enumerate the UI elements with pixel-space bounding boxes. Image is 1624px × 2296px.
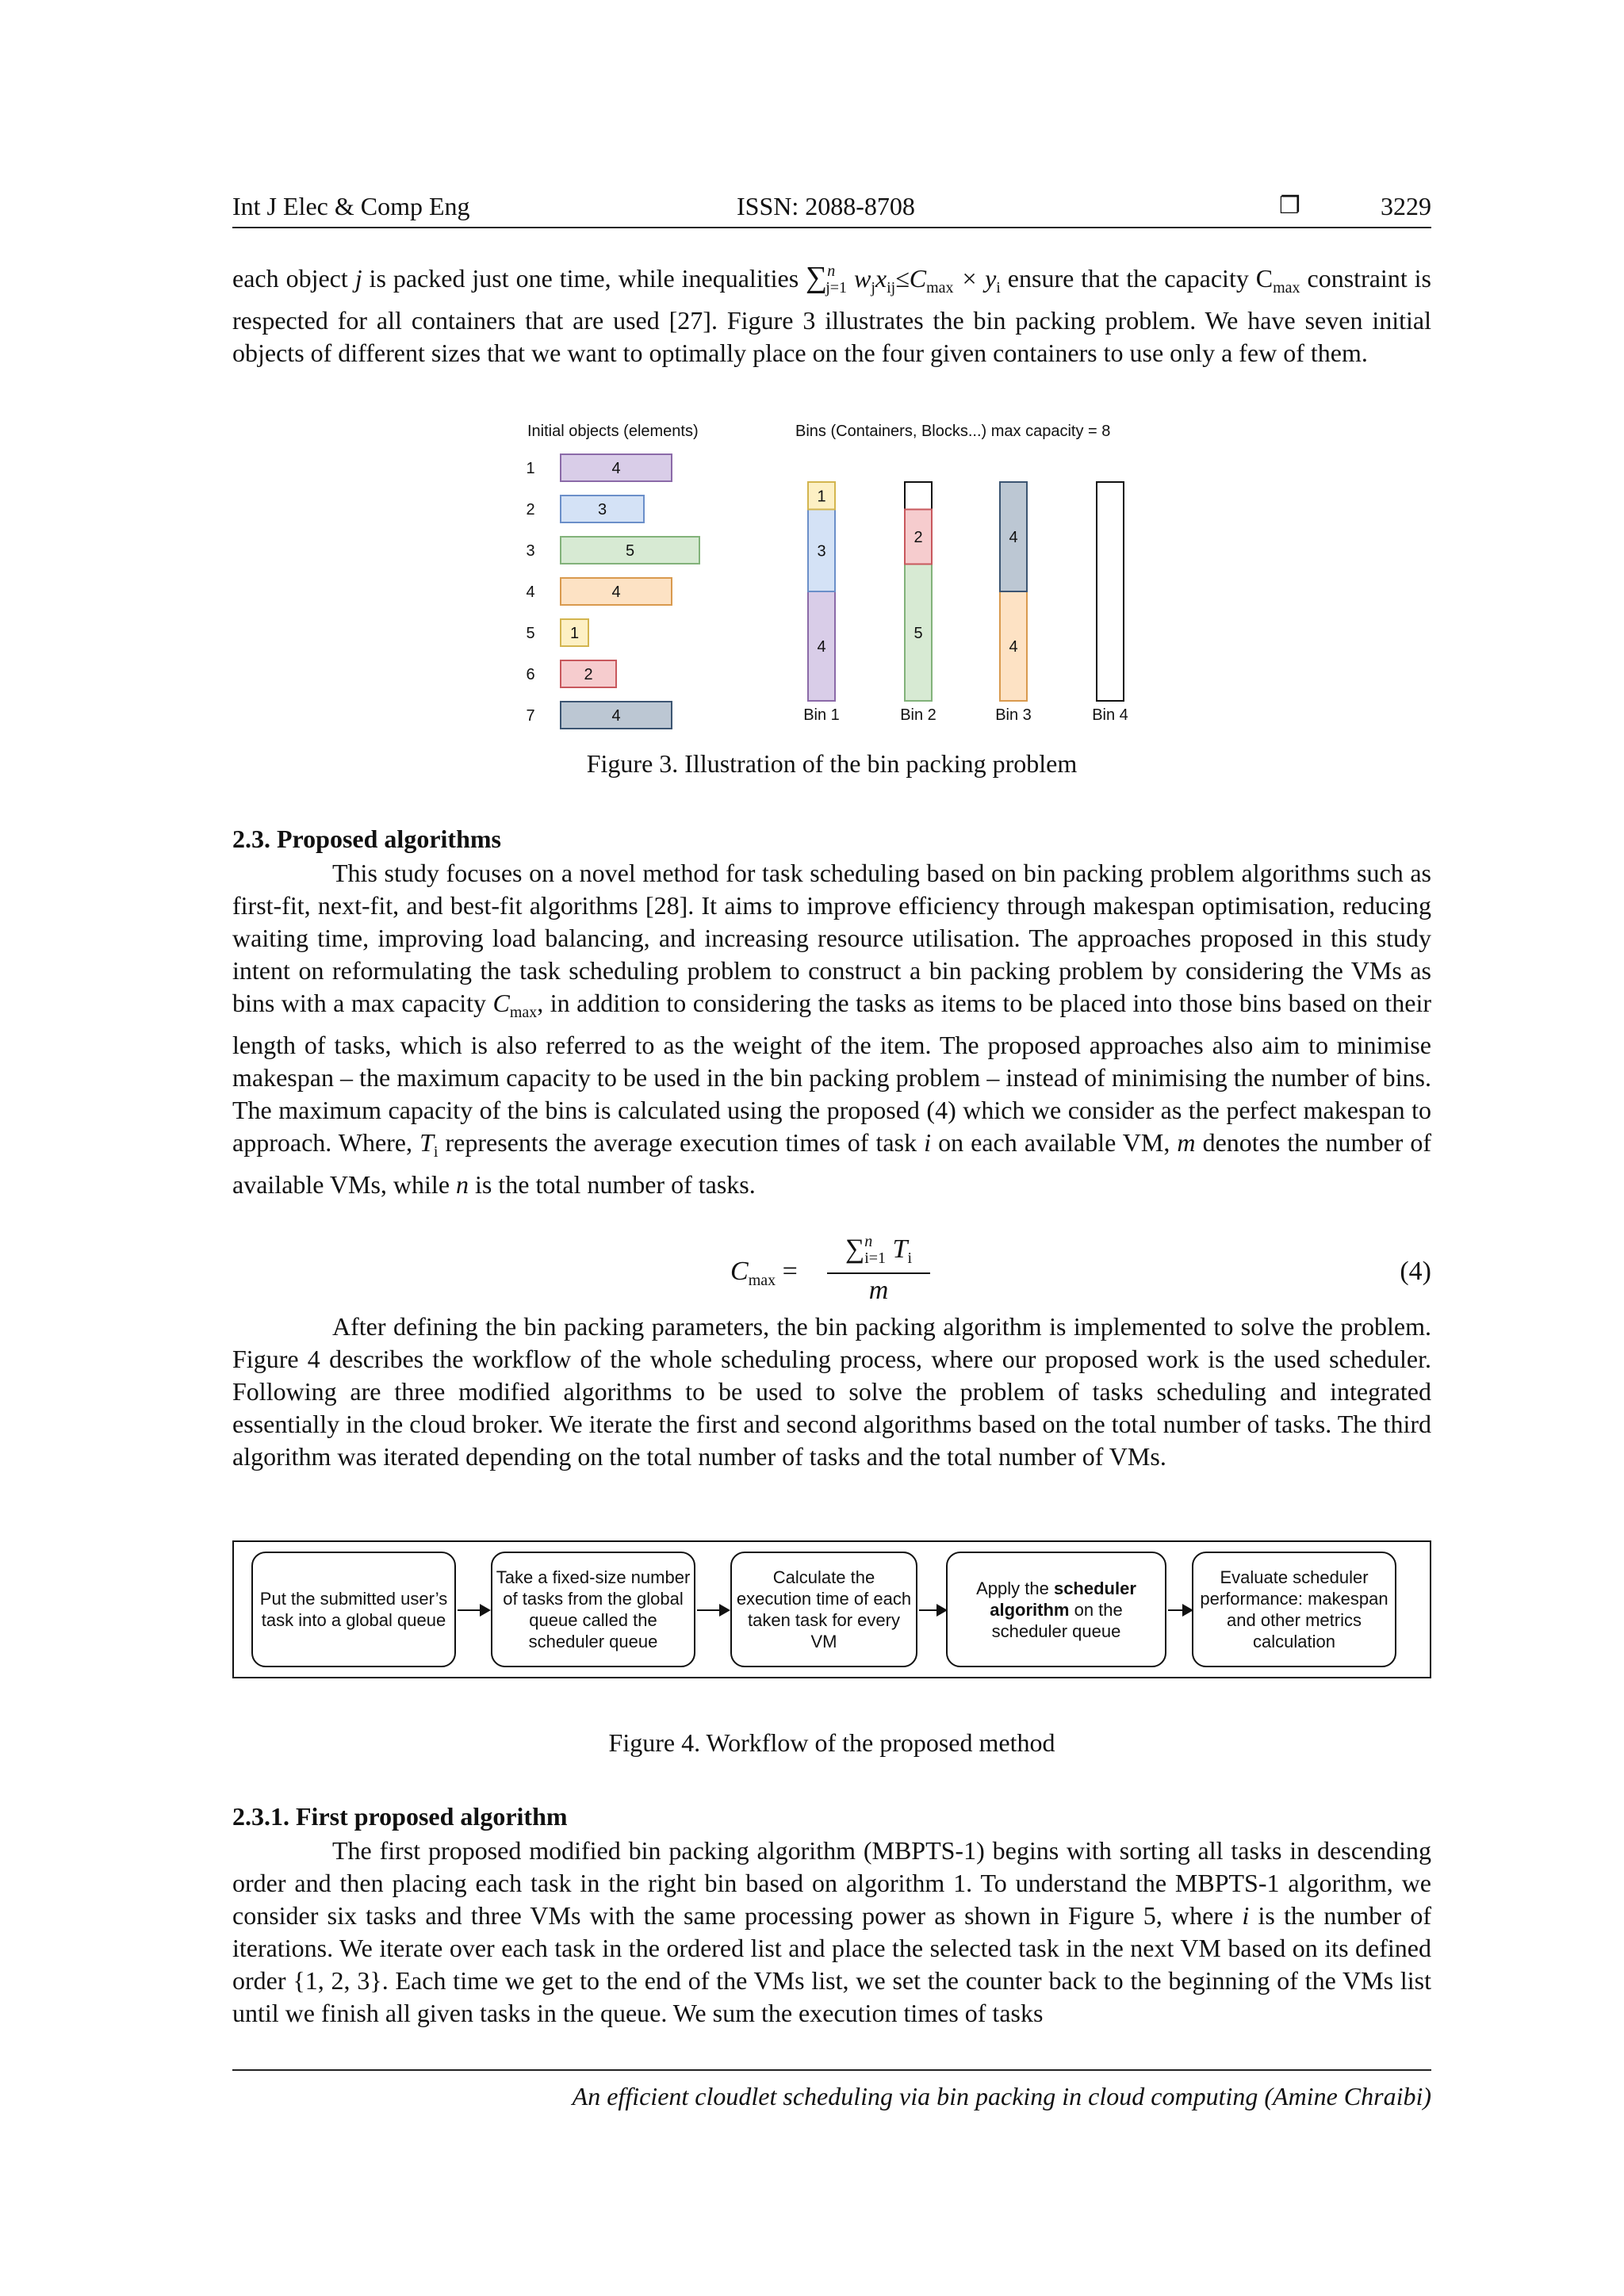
equation-fraction [827, 1233, 930, 1306]
running-footer: An efficient cloudlet scheduling via bin packing in cloud computing (Amine Chraibi) [232, 2069, 1431, 2111]
equation-denominator: m [868, 1276, 889, 1305]
bin-1-item-1-label: 4 [817, 638, 826, 656]
equation-lhs: $C_{max}$ = [730, 1257, 798, 1289]
bin-3-item-2-label: 4 [1009, 529, 1018, 546]
bin-2-item-1-label: 5 [914, 624, 923, 642]
equation-numerator: ∑$^n_{i=1}$ $T_i$ [845, 1233, 913, 1267]
paragraph-constraints: each object j is packed just one time, while inequalities ∑$^n_{j=1}$ $w_jx_{ij}\le C_{max} \times y_i$ ensure that the capacity $C_{max}$ constraint is respected for all containers that are used [27]. Figure 3 illustrates the bin packing problem. We have seven initial objects of different sizes that we want to optimally place on the four given containers to use only a few of them. [232, 261, 1431, 367]
bin-1-label: Bin 1 [803, 706, 840, 724]
workflow-step-3: Calculate the execution time of each taken task for every VM [730, 1552, 917, 1667]
object-index-4: 4 [526, 584, 535, 601]
bin-2-item-2-label: 2 [914, 529, 923, 546]
figure-4-workflow [232, 1540, 1431, 1678]
arrow-4 [1168, 1609, 1192, 1611]
bin-3-item-1-label: 4 [1009, 638, 1018, 656]
page-number: 3229 [1381, 192, 1431, 220]
issn: ISSN: 2088-8708 [737, 192, 915, 220]
objects-title: Initial objects (elements) [527, 423, 699, 440]
object-3-label: 5 [625, 542, 635, 560]
bin-4-label: Bin 4 [1092, 706, 1128, 724]
bins-title: Bins (Containers, Blocks...) max capacity = 8 [795, 423, 1111, 440]
bin-1-item-2-label: 3 [817, 542, 826, 561]
object-6-label: 2 [584, 666, 593, 683]
object-1-label: 4 [611, 460, 621, 477]
section-heading-2-3: 2.3. Proposed algorithms [232, 825, 501, 853]
workflow-step-4: Apply the scheduler algorithm on the scheduler queue [946, 1552, 1166, 1667]
figure-3-caption: Figure 3. Illustration of the bin packing problem [586, 749, 1078, 778]
equation-number: (4) [1400, 1257, 1431, 1286]
figure-4-caption: Figure 4. Workflow of the proposed method [608, 1728, 1055, 1757]
arrow-2 [697, 1609, 729, 1611]
object-2-label: 3 [597, 501, 607, 519]
object-index-6: 6 [526, 666, 535, 683]
fraction-bar [827, 1272, 930, 1274]
object-5-label: 1 [569, 625, 580, 642]
object-7-label: 4 [611, 707, 621, 725]
equation-4 [232, 1233, 1431, 1320]
bin-3-label: Bin 3 [995, 706, 1032, 724]
object-4-label: 4 [611, 584, 621, 601]
workflow-step-5: Evaluate scheduler performance: makespan and other metrics calculation [1192, 1552, 1396, 1667]
workflow-step-1: Put the submitted user’s task into a global queue [251, 1552, 456, 1667]
paragraph-first-algorithm: The first proposed modified bin packing algorithm (MBPTS-1) begins with sorting all tasks in descending order and then placing each task in the right bin based on algorithm 1. To understand the MBPTS-1 algorithm, we consider six tasks and three VMs with the same processing power as shown in Figure 5, where i is the number of iterations. We iterate over each task in the ordered list and place the selected task in the next VM based on its defined order {1, 2, 3}. Each time we get to the end of the VMs list, we set the counter back to the beginning of the VMs list until we finish all given tasks in the queue. We sum the execution times of tasks [232, 1836, 1432, 2027]
paragraph-proposed-algorithms: This study focuses on a novel method for task scheduling based on bin packing problem algorithms such as first-fit, next-fit, and best-fit algorithms [28]. It aims to improve efficiency through makespan optimisation, reducing waiting time, improving load balancing, and increasing resource utilisation. The approaches proposed in this study intent on reformulating the task scheduling problem to construct a bin packing problem by considering the VMs as bins with a max capacity $C_{max}$, in addition to considering the tasks as items to be placed into those bins based on their length of tasks, which is also referred to as the weight of the item. The proposed approaches also aim to minimise makespan – the maximum capacity to be used in the bin packing problem – instead of minimising the number of bins. The maximum capacity of the bins is calculated using the proposed (4) which we consider as the perfect makespan to approach. Where, $T_i$ represents the average execution times of task i on each available VM, m denotes the number of available VMs, while n is the total number of tasks. [232, 859, 1432, 1199]
paragraph-workflow-intro: After defining the bin packing parameters, the bin packing algorithm is implemented to solve the problem. Figure 4 describes the workflow of the whole scheduling process, where our proposed work is the used scheduler. Following are three modified algorithms to be used to solve the problem of tasks scheduling and integrated essentially in the cloud broker. We iterate the first and second algorithms based on the total number of tasks. The third algorithm was iterated depending on the total number of tasks and the total number of VMs. [232, 1312, 1431, 1471]
figure-3-bin-packing [232, 412, 1431, 729]
object-index-7: 7 [526, 707, 535, 725]
object-index-2: 2 [526, 501, 535, 519]
object-index-1: 1 [526, 460, 535, 477]
box-icon: ❐ [1279, 192, 1300, 220]
bin-1-item-3-label: 1 [817, 488, 826, 506]
bin-4-outline [1097, 482, 1124, 701]
journal-name: Int J Elec & Comp Eng [232, 192, 470, 220]
arrow-1 [458, 1609, 489, 1611]
section-heading-2-3-1: 2.3.1. First proposed algorithm [232, 1802, 568, 1831]
bin-2-label: Bin 2 [900, 706, 936, 724]
workflow-step-2: Take a fixed-size number of tasks from the global queue called the scheduler queue [491, 1552, 695, 1667]
object-index-5: 5 [526, 625, 535, 642]
arrow-3 [919, 1609, 946, 1611]
object-index-3: 3 [526, 542, 535, 560]
running-header [232, 190, 1431, 228]
